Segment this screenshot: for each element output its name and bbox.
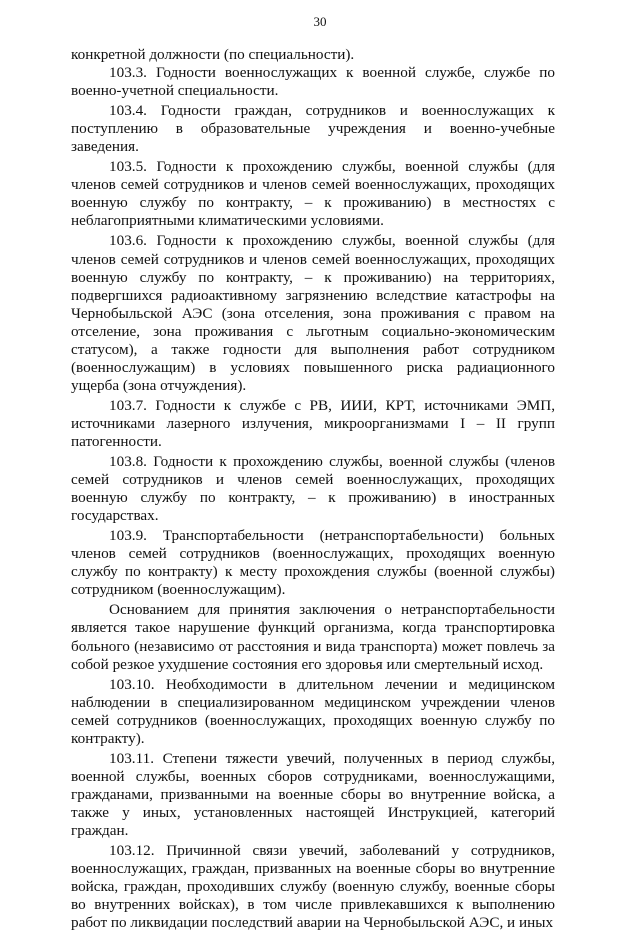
paragraph-103-12: 103.12. Причинной связи увечий, заболеваний у сотрудников, военнослужащих, граждан, призванных на военные сборы во внутренние войска, граждан, проходивших службу (военную службу, военные сборы во внутренних войсках), в том числе привлекавшихся к выполнению работ по ликвидации последствий аварии на Чернобыльской АЭС, и иных	[71, 842, 555, 932]
paragraph-103-4: 103.4. Годности граждан, сотрудников и военнослужащих к поступлению в образовательные учреждения и военно-учебные заведения.	[71, 102, 555, 156]
paragraph-103-7: 103.7. Годности к службе с РВ, ИИИ, КРТ, источниками ЭМП, источниками лазерного излучения, микроорганизмами I – II групп патогенности.	[71, 396, 555, 450]
paragraph-103-5: 103.5. Годности к прохождению службы, военной службы (для членов семей сотрудников и членов семей военнослужащих, проходящих военную службу по контракту, – к проживанию) в местностях с неблагоприятными климатическими условиями.	[71, 158, 555, 230]
paragraph-continuation: конкретной должности (по специальности).	[71, 46, 355, 63]
paragraph-basis: Основанием для принятия заключения о нетранспортабельности является такое нарушение функций организма, когда транспортировка больного (независимо от расстояния и вида транспорта) может повлечь за собой резкое ухудшение состояния его здоровья или смертельный исход.	[71, 601, 555, 673]
paragraph-103-10: 103.10. Необходимости в длительном лечении и медицинском наблюдении в специализированном медицинском учреждении членов семей сотрудников (военнослужащих, проходящих военную службу по контракту).	[71, 675, 555, 747]
paragraph-103-6: 103.6. Годности к прохождению службы, военной службы (для членов семей сотрудников и членов семей военнослужащих, проходящих военную службу по контракту, – к проживанию) на территориях, подвергшихся радиоактивному загрязнению вследствие катастрофы на Чернобыльской АЭС (зона отселения, зона проживания с правом на отселение, зона проживания с льготным социально-экономическим статусом), а также годности для выполнения работ сотрудником (военнослужащим) в условиях повышенного риска радиационного ущерба (зона отчуждения).	[71, 232, 555, 394]
paragraph-103-11: 103.11. Степени тяжести увечий, полученных в период службы, военной службы, военных сборов сотрудниками, военнослужащими, гражданами, призванными на военные сборы во внутренние войска, а также у иных, установленных настоящей Инструкцией, категорий граждан.	[71, 749, 555, 839]
paragraph-103-9: 103.9. Транспортабельности (нетранспортабельности) больных членов семей сотрудников (военнослужащих, проходящих военную службу по контракту) к месту прохождения службы (военной службы) сотрудником (военнослужащим).	[71, 527, 555, 599]
page-number: 30	[313, 14, 327, 29]
paragraph-103-8: 103.8. Годности к прохождению службы, военной службы (членов семей сотрудников и членов семей военнослужащих, проходящих военную службу по контракту, – к проживанию) в иностранных государствах.	[71, 453, 555, 525]
paragraph-103-3: 103.3. Годности военнослужащих к военной службе, службе по военно-учетной специальности.	[71, 64, 555, 100]
document-body	[71, 46, 555, 932]
